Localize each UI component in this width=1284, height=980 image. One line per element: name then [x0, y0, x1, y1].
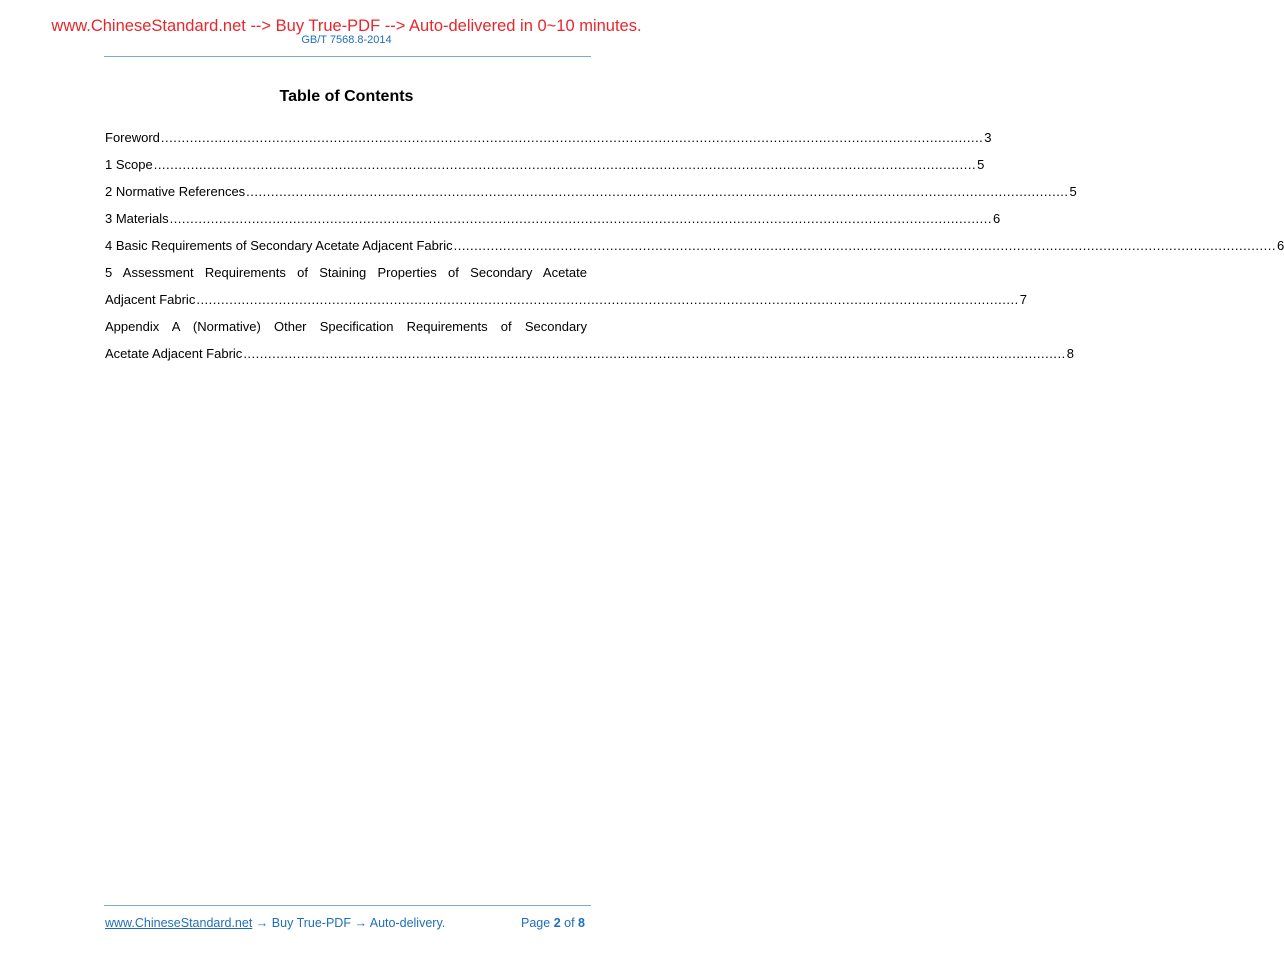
page-current: 2: [553, 916, 561, 930]
toc-entry-label: 5 Assessment Requirements of Staining Properties of Secondary Acetate: [105, 265, 587, 280]
toc-entry-materials[interactable]: [105, 201, 1001, 228]
toc-entry-scope[interactable]: [105, 147, 985, 174]
table-of-contents: [105, 120, 1284, 363]
toc-entry-label: 1 Scope: [105, 157, 153, 172]
toc-entry-page: 7: [1019, 292, 1027, 307]
toc-entry-appendix-a-line1[interactable]: [105, 309, 587, 336]
toc-entry-appendix-a-line2[interactable]: [105, 336, 1074, 363]
toc-entry-assessment-requirements-line2[interactable]: [105, 282, 1027, 309]
leader-dots: ........................................................................................................................................................................................................: [169, 211, 992, 226]
toc-entry-foreword[interactable]: [105, 120, 992, 147]
leader-dots: ........................................................................................................................................................................................................: [246, 184, 1069, 199]
standard-code: GB/T 7568.8-2014: [301, 34, 392, 46]
toc-entry-page: 6: [992, 211, 1001, 226]
toc-entry-page: 5: [1069, 184, 1077, 199]
footer-buy-text: Buy True-PDF: [271, 916, 351, 930]
leader-dots: ........................................................................................................................................................................................................: [160, 130, 984, 145]
footer-divider: [104, 905, 591, 906]
arrow-icon: →: [255, 916, 269, 930]
footer-site-link[interactable]: www.ChineseStandard.net: [105, 916, 253, 930]
arrow-icon: →: [354, 916, 367, 930]
toc-entry-label: Acetate Adjacent Fabric: [105, 346, 243, 361]
toc-entry-assessment-requirements-line1[interactable]: [105, 255, 587, 282]
toc-entry-label: Foreword: [105, 130, 160, 145]
footer-promo[interactable]: [105, 916, 445, 930]
leader-dots: ........................................................................................................................................................................................................: [153, 157, 977, 172]
toc-entry-page: 8: [1066, 346, 1074, 361]
toc-entry-label: 2 Normative References: [105, 184, 246, 199]
leader-dots: ........................................................................................................................................................................................................: [196, 292, 1019, 307]
toc-entry-basic-requirements[interactable]: [105, 228, 1284, 255]
leader-dots: ........................................................................................................................................................................................................: [453, 238, 1276, 253]
toc-title: Table of Contents: [279, 88, 414, 105]
page-label: Page: [521, 916, 551, 930]
toc-entry-label: 4 Basic Requirements of Secondary Acetate Adjacent Fabric: [105, 238, 453, 253]
toc-entry-page: 6: [1276, 238, 1284, 253]
page-indicator: [521, 916, 585, 930]
header-divider: [104, 56, 591, 57]
toc-entry-normative-references[interactable]: [105, 174, 1077, 201]
toc-entry-label: Adjacent Fabric: [105, 292, 196, 307]
toc-entry-page: 5: [977, 157, 985, 172]
toc-entry-label: 3 Materials: [105, 211, 169, 226]
toc-entry-label: Appendix A (Normative) Other Specification Requirements of Secondary: [105, 319, 587, 334]
promo-banner[interactable]: www.ChineseStandard.net --> Buy True-PDF --> Auto-delivered in 0~10 minutes.: [51, 17, 642, 35]
page-of: of: [564, 916, 575, 930]
leader-dots: ........................................................................................................................................................................................................: [243, 346, 1066, 361]
footer-delivery-text: Auto-delivery.: [369, 916, 446, 930]
toc-entry-page: 3: [984, 130, 992, 145]
page-total: 8: [578, 916, 585, 930]
